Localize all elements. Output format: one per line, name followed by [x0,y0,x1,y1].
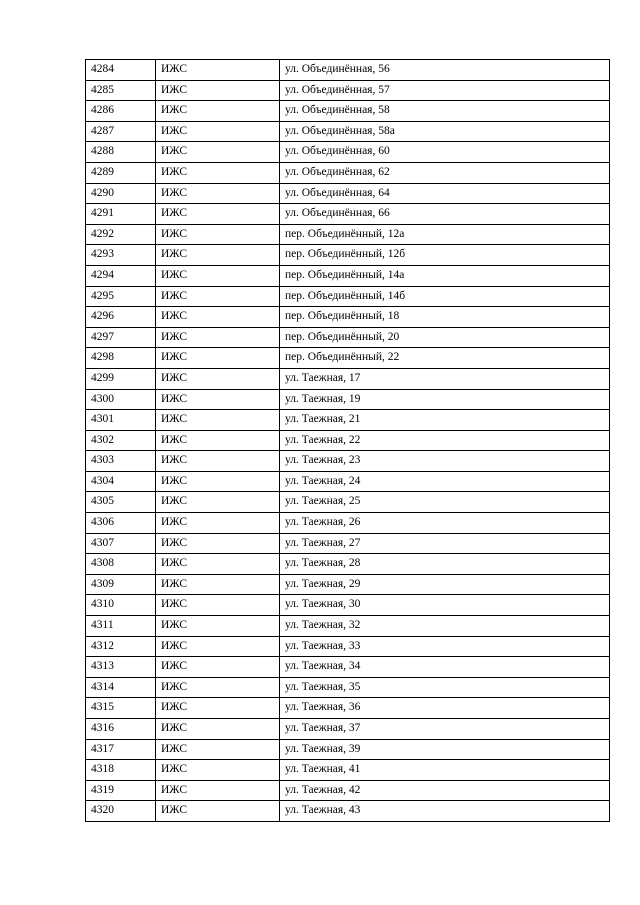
row-number-cell: 4306 [86,513,156,534]
table-row [86,430,610,451]
address-cell: пер. Объединённый, 20 [280,327,610,348]
table-row [86,142,610,163]
table-row [86,265,610,286]
table-row [86,410,610,431]
address-cell: пер. Объединённый, 18 [280,307,610,328]
table-row [86,657,610,678]
address-cell: ул. Таежная, 43 [280,801,610,822]
row-number-cell: 4311 [86,616,156,637]
address-cell: ул. Таежная, 29 [280,574,610,595]
row-number-cell: 4317 [86,739,156,760]
permitted-use-cell: ИЖС [156,60,280,81]
address-cell: ул. Таежная, 26 [280,513,610,534]
permitted-use-cell: ИЖС [156,780,280,801]
row-number-cell: 4292 [86,224,156,245]
address-cell: пер. Объединённый, 14б [280,286,610,307]
table-row [86,101,610,122]
permitted-use-cell: ИЖС [156,698,280,719]
row-number-cell: 4296 [86,307,156,328]
address-cell: ул. Таежная, 34 [280,657,610,678]
row-number-cell: 4300 [86,389,156,410]
table-row [86,698,610,719]
table-row [86,780,610,801]
row-number-cell: 4293 [86,245,156,266]
permitted-use-cell: ИЖС [156,657,280,678]
address-cell: ул. Объединённая, 64 [280,183,610,204]
row-number-cell: 4303 [86,451,156,472]
permitted-use-cell: ИЖС [156,739,280,760]
table-row [86,60,610,81]
address-cell: ул. Таежная, 21 [280,410,610,431]
row-number-cell: 4299 [86,368,156,389]
table-row [86,162,610,183]
row-number-cell: 4301 [86,410,156,431]
table-row [86,204,610,225]
permitted-use-cell: ИЖС [156,245,280,266]
permitted-use-cell: ИЖС [156,451,280,472]
address-cell: пер. Объединённый, 12а [280,224,610,245]
permitted-use-cell: ИЖС [156,183,280,204]
table-row [86,616,610,637]
table-row [86,80,610,101]
address-cell: ул. Таежная, 24 [280,471,610,492]
row-number-cell: 4298 [86,348,156,369]
permitted-use-cell: ИЖС [156,616,280,637]
table-row [86,595,610,616]
permitted-use-cell: ИЖС [156,595,280,616]
row-number-cell: 4310 [86,595,156,616]
row-number-cell: 4305 [86,492,156,513]
permitted-use-cell: ИЖС [156,760,280,781]
permitted-use-cell: ИЖС [156,410,280,431]
permitted-use-cell: ИЖС [156,286,280,307]
address-cell: ул. Объединённая, 58а [280,121,610,142]
table-row [86,245,610,266]
address-cell: ул. Таежная, 32 [280,616,610,637]
table-row [86,554,610,575]
permitted-use-cell: ИЖС [156,636,280,657]
permitted-use-cell: ИЖС [156,101,280,122]
address-cell: ул. Объединённая, 56 [280,60,610,81]
address-cell: ул. Объединённая, 60 [280,142,610,163]
table-row [86,492,610,513]
address-cell: пер. Объединённый, 22 [280,348,610,369]
table-row [86,719,610,740]
row-number-cell: 4312 [86,636,156,657]
permitted-use-cell: ИЖС [156,389,280,410]
permitted-use-cell: ИЖС [156,492,280,513]
row-number-cell: 4295 [86,286,156,307]
address-cell: ул. Таежная, 30 [280,595,610,616]
table-row [86,121,610,142]
address-cell: пер. Объединённый, 14а [280,265,610,286]
permitted-use-cell: ИЖС [156,348,280,369]
table-row [86,183,610,204]
permitted-use-cell: ИЖС [156,204,280,225]
address-cell: ул. Объединённая, 62 [280,162,610,183]
permitted-use-cell: ИЖС [156,368,280,389]
permitted-use-cell: ИЖС [156,430,280,451]
row-number-cell: 4287 [86,121,156,142]
land-plots-table [85,59,610,822]
row-number-cell: 4307 [86,533,156,554]
address-cell: ул. Таежная, 27 [280,533,610,554]
table-row [86,801,610,822]
row-number-cell: 4309 [86,574,156,595]
permitted-use-cell: ИЖС [156,677,280,698]
permitted-use-cell: ИЖС [156,265,280,286]
row-number-cell: 4297 [86,327,156,348]
row-number-cell: 4318 [86,760,156,781]
table-row [86,636,610,657]
permitted-use-cell: ИЖС [156,471,280,492]
row-number-cell: 4308 [86,554,156,575]
address-cell: пер. Объединённый, 12б [280,245,610,266]
table-row [86,224,610,245]
address-cell: ул. Таежная, 36 [280,698,610,719]
table-row [86,451,610,472]
row-number-cell: 4315 [86,698,156,719]
table-row [86,574,610,595]
address-cell: ул. Таежная, 41 [280,760,610,781]
row-number-cell: 4291 [86,204,156,225]
permitted-use-cell: ИЖС [156,224,280,245]
row-number-cell: 4316 [86,719,156,740]
address-cell: ул. Таежная, 39 [280,739,610,760]
table-row [86,513,610,534]
table-row [86,389,610,410]
address-cell: ул. Таежная, 17 [280,368,610,389]
permitted-use-cell: ИЖС [156,719,280,740]
table-row [86,286,610,307]
address-cell: ул. Таежная, 25 [280,492,610,513]
table-body [86,60,610,822]
row-number-cell: 4314 [86,677,156,698]
address-cell: ул. Таежная, 42 [280,780,610,801]
row-number-cell: 4313 [86,657,156,678]
table-row [86,739,610,760]
row-number-cell: 4319 [86,780,156,801]
permitted-use-cell: ИЖС [156,121,280,142]
permitted-use-cell: ИЖС [156,554,280,575]
permitted-use-cell: ИЖС [156,327,280,348]
permitted-use-cell: ИЖС [156,307,280,328]
row-number-cell: 4289 [86,162,156,183]
row-number-cell: 4286 [86,101,156,122]
table-row [86,760,610,781]
permitted-use-cell: ИЖС [156,533,280,554]
table-row [86,677,610,698]
table-row [86,327,610,348]
address-cell: ул. Таежная, 35 [280,677,610,698]
table-row [86,533,610,554]
address-cell: ул. Таежная, 19 [280,389,610,410]
address-cell: ул. Таежная, 23 [280,451,610,472]
permitted-use-cell: ИЖС [156,142,280,163]
row-number-cell: 4288 [86,142,156,163]
row-number-cell: 4290 [86,183,156,204]
row-number-cell: 4284 [86,60,156,81]
permitted-use-cell: ИЖС [156,80,280,101]
address-cell: ул. Таежная, 28 [280,554,610,575]
address-cell: ул. Объединённая, 58 [280,101,610,122]
permitted-use-cell: ИЖС [156,574,280,595]
permitted-use-cell: ИЖС [156,162,280,183]
row-number-cell: 4285 [86,80,156,101]
permitted-use-cell: ИЖС [156,801,280,822]
table-row [86,348,610,369]
row-number-cell: 4320 [86,801,156,822]
table-row [86,368,610,389]
address-cell: ул. Объединённая, 57 [280,80,610,101]
row-number-cell: 4304 [86,471,156,492]
address-cell: ул. Таежная, 37 [280,719,610,740]
row-number-cell: 4294 [86,265,156,286]
table-row [86,307,610,328]
address-cell: ул. Таежная, 22 [280,430,610,451]
address-cell: ул. Таежная, 33 [280,636,610,657]
table-row [86,471,610,492]
permitted-use-cell: ИЖС [156,513,280,534]
row-number-cell: 4302 [86,430,156,451]
address-cell: ул. Объединённая, 66 [280,204,610,225]
